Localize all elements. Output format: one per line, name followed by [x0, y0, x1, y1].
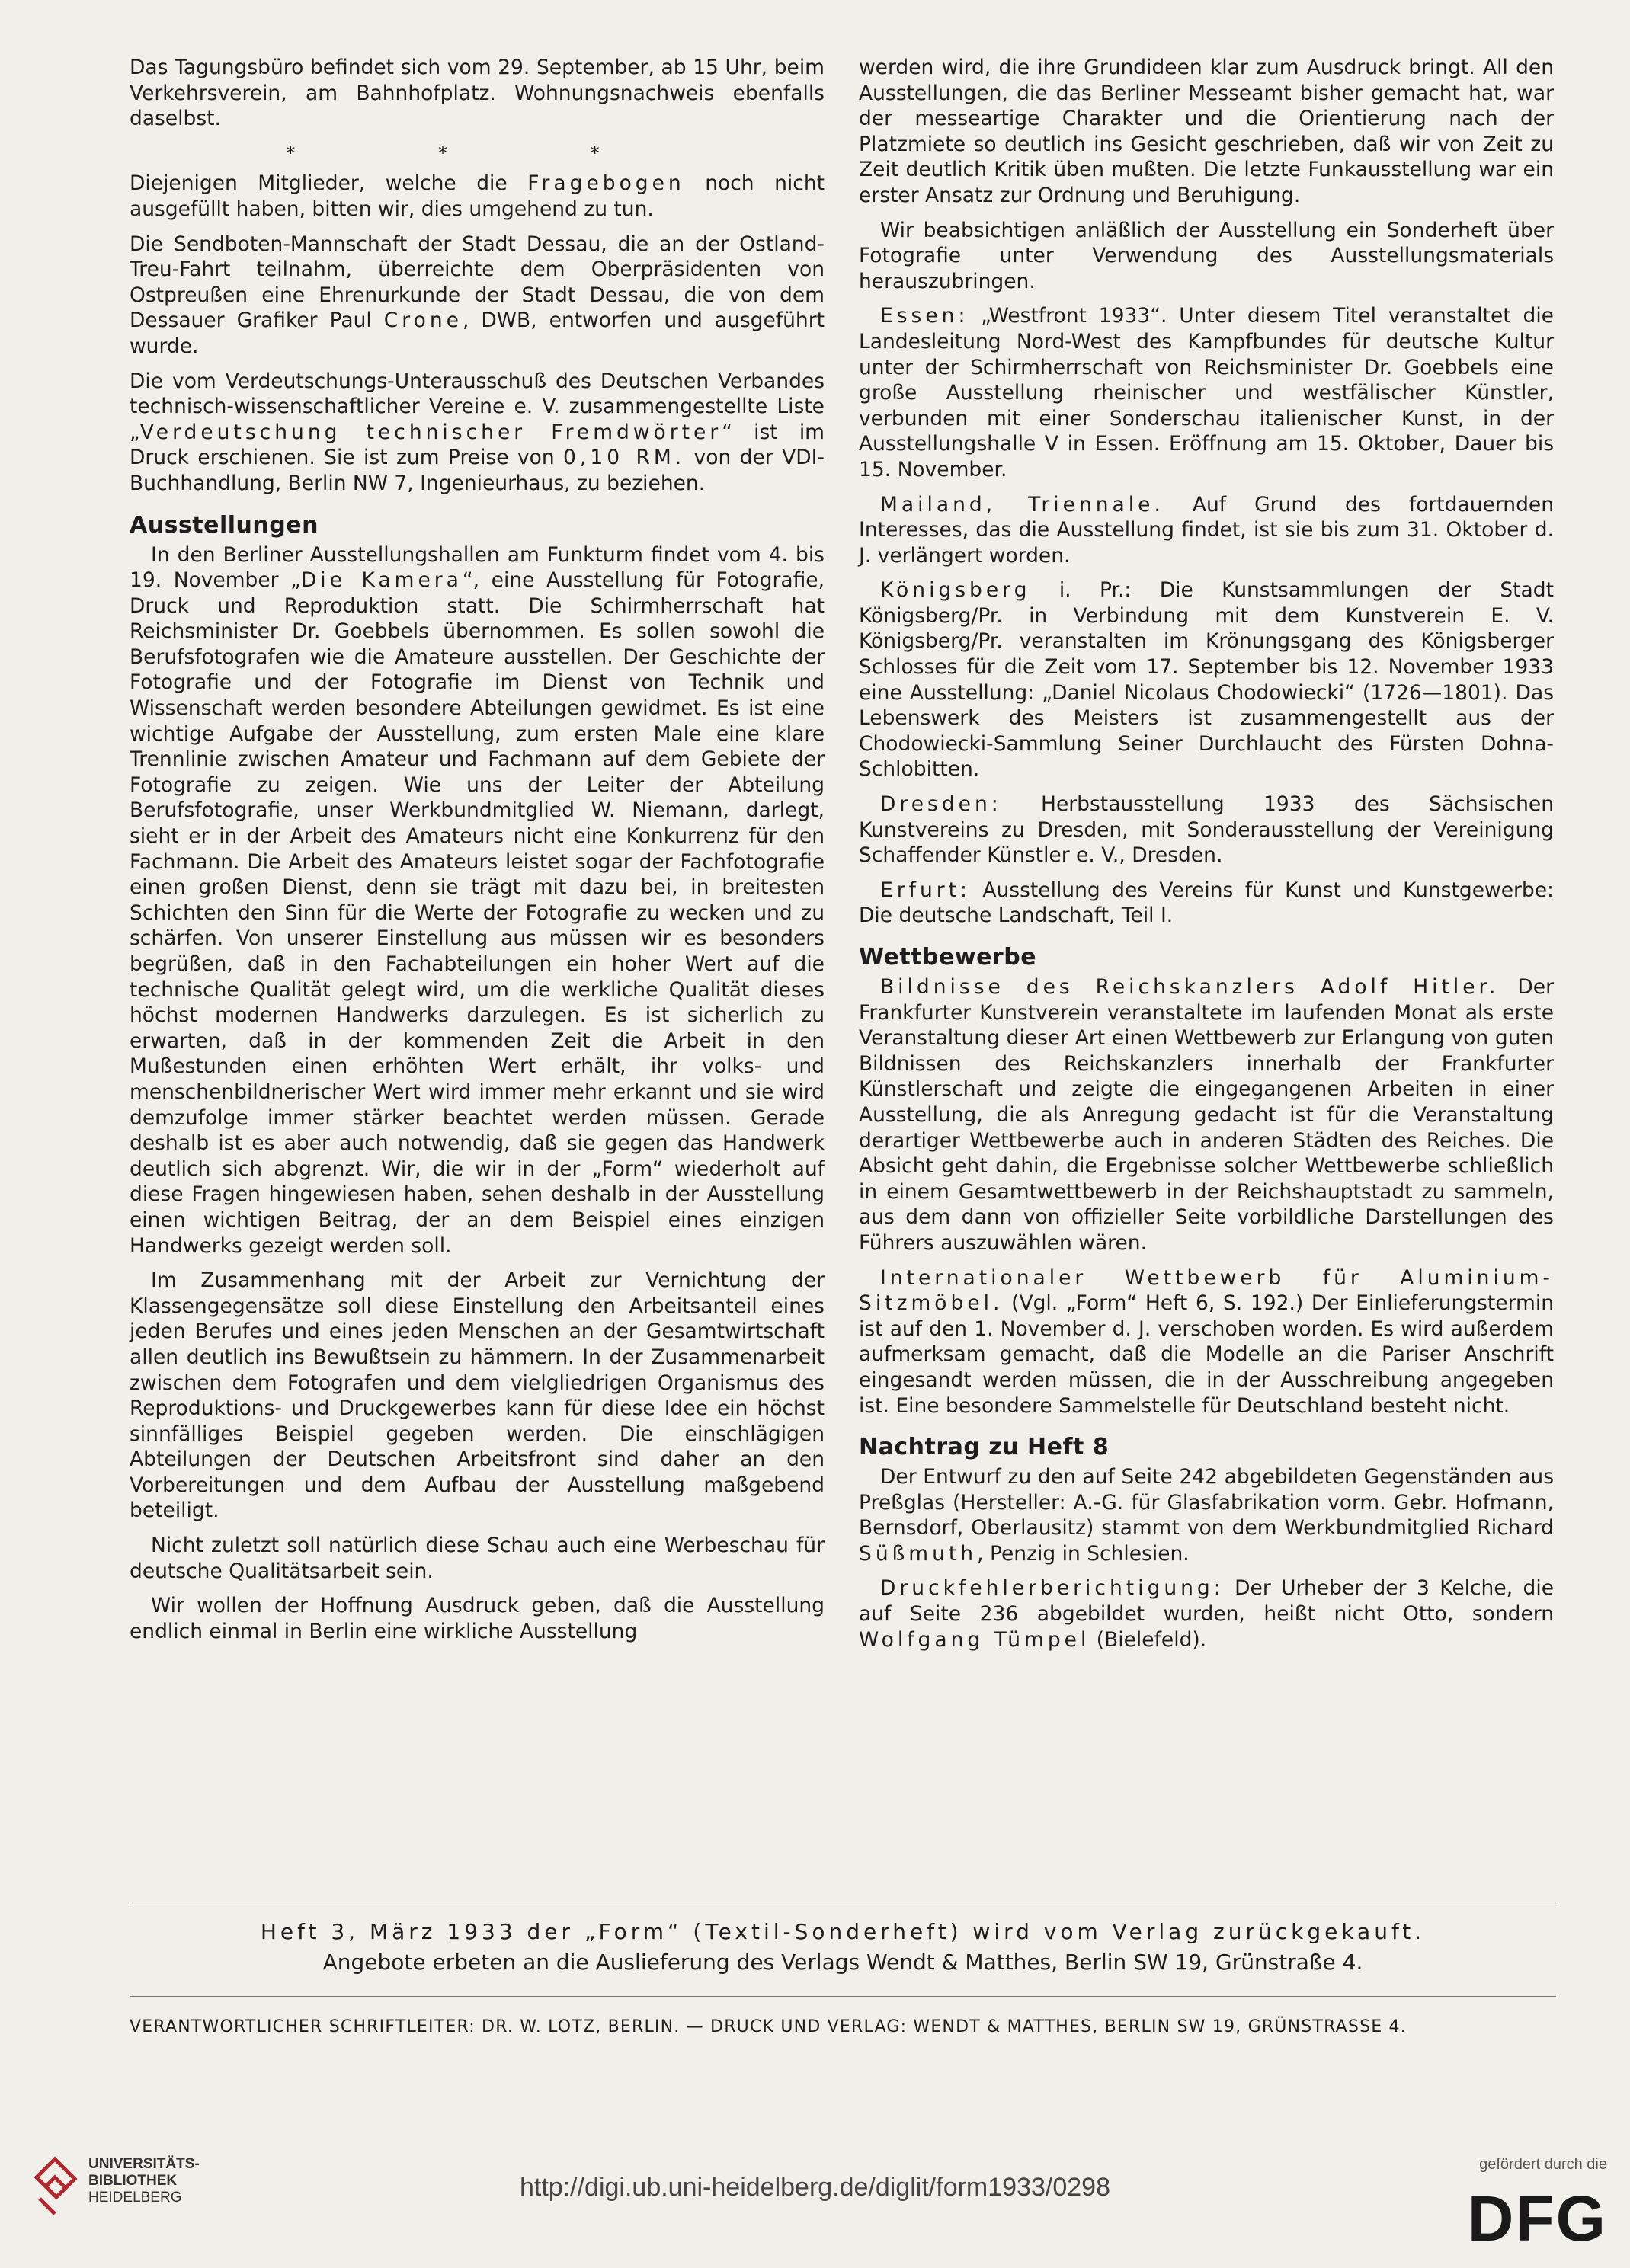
paragraph-druckfehler: Druckfehlerberichtigung: Der Urheber der 3 Kelche, die auf Seite 236 abgebildet wurden, heißt nicht Otto, sondern Wolfgang Tümpel (Bielefeld). — [859, 1576, 1554, 1652]
spaced-title: Druckfehlerberichtigung: — [880, 1576, 1225, 1601]
spaced-title: Bildnisse des Reichskanzlers Adolf Hitler. — [880, 975, 1500, 999]
spaced-word: Fragebogen — [527, 171, 685, 196]
section-stars: * * * — [286, 142, 668, 164]
paragraph-sendboten: Die Sendboten-Mannschaft der Stadt Dessau, die an der Ostland-Treu-Fahrt teilnahm, überreichte dem Oberpräsidenten von Ostpreußen eine Ehrenurkunde der Stadt Dessau, die von dem Dessauer Grafiker Paul Crone, DWB, entworfen und ausgeführt wurde. — [130, 232, 825, 358]
library-line-1: UNIVERSITÄTS- — [88, 2156, 200, 2172]
spaced-price: 0,10 RM. — [563, 446, 686, 470]
permalink-url[interactable]: http://digi.ub.uni-heidelberg.de/diglit/form1933/0298 — [520, 2173, 1110, 2202]
paragraph-pressglas: Der Entwurf zu den auf Seite 242 abgebildeten Gegenständen aus Preßglas (Hersteller: A.-G. für Glasfabrikation vorm. Gebr. Hofmann, Bernsdorf, Oberlausitz) stammt von dem Werkbundmitglied Richard Süßmuth, Penzig in Schlesien. — [859, 1465, 1554, 1566]
paragraph-aluminium: Internationaler Wettbewerb für Aluminium-Sitzmöbel. (Vgl. „Form“ Heft 6, S. 192.) Der Einlieferungstermin ist auf den 1. November d. J. verschoben worden. Es wird außerdem aufmerksam gemacht, daß die Modelle an die Pariser Anschrift eingesandt werden müssen, die in der Ausschreibung angegeben ist. Eine besondere Sammelstelle für Deutschland besteht nicht. — [859, 1265, 1554, 1418]
spaced-place: Königsberg — [880, 578, 1031, 603]
paragraph-bildnisse: Bildnisse des Reichskanzlers Adolf Hitler. Der Frankfurter Kunstverein veranstaltete im laufenden Monat als erste Veranstaltung dieser Art einen Wettbewerb zur Erlangung von guten Bildnissen des Reichskanzlers innerhalb der Frankfurter Künstlerschaft und zeigte die eingegangenen Arbeiten in einer Ausstellung, die als Anregung gedacht ist für die Veranstaltung derartiger Wettbewerbe auch in anderen Städten des Reiches. Die Absicht geht dahin, die Ergebnisse solcher Wettbewerbe schließlich in einem Gesamtwettbewerb in der Reichshauptstadt zu sammeln, aus dem dann von offizieller Seite vorbildliche Darstellungen des Führers auszuwählen wären. — [859, 975, 1554, 1255]
paragraph-hoffnung: Wir wollen der Hoffnung Ausdruck geben, daß die Ausstellung endlich einmal in Berlin eine wirkliche Ausstellung — [130, 1594, 825, 1643]
repurchase-notice — [130, 1917, 1556, 1978]
heading-nachtrag: Nachtrag zu Heft 8 — [859, 1434, 1110, 1461]
spaced-title: Verdeutschung technischer Fremdwörter — [139, 420, 722, 444]
library-line-2: BIBLIOTHEK — [88, 2173, 178, 2189]
paragraph-kamera: In den Berliner Ausstellungshallen am Funkturm findet vom 4. bis 19. November „Die Kamera“, eine Ausstellung für Fotografie, Druck und Reproduktion statt. Die Schirmherrschaft hat Reichsminister Dr. Goebbels übernommen. Es sollen sowohl die Berufsfotografen wie die Amateure ausstellen. Der Geschichte der Fotografie und der Fotografie im Dienst von Technik und Wissenschaft werden besondere Abteilungen gewidmet. Es ist eine wichtige Aufgabe der Ausstellung, zum ersten Male eine klare Trennlinie zwischen Amateur und Fachmann auf dem Gebiete der Fotografie zu zeigen. Wie uns der Leiter der Abteilung Berufsfotografie, unser Werkbundmitglied W. Niemann, darlegt, sieht er in der Arbeit des Amateurs nicht eine Konkurrenz für den Fachmann. Die Arbeit des Amateurs leistet sogar der Fachfotografie einen großen Dienst, denn sie trägt mit dazu bei, in breitesten Schichten den Sinn für die Werte der Fotografie zu wecken und zu schärfen. Von unserer Einstellung aus müssen wir es besonders begrüßen, daß in den Fachabteilungen ein hoher Wert auf die technische Qualität gelegt wird, um die werkliche Qualität dieses höchst modernen Handwerks darzulegen. Es ist sicherlich zu erwarten, daß in der kommenden Zeit die Arbeit in den Mußestunden einen erhöhten Wert erhält, ihr volks- und menschenbildnerischer Wert wird immer mehr erkannt und sie wird demzufolge immer stärker beachtet werden müssen. Gerade deshalb ist es aber auch notwendig, daß sie gegen das Handwerk deutlich sich abgrenzt. Wir, die wir in der „Form“ wiederholt auf diese Fragen hingewiesen haben, sehen deshalb in der Ausstellung einen wichtigen Beitrag, der an dem Beispiel eines einzigen Handwerks gezeigt werden soll. — [130, 542, 825, 1258]
spaced-title: Die Kamera — [300, 568, 463, 593]
paragraph-grundideen: werden wird, die ihre Grundideen klar zum Ausdruck bringt. All den Ausstellungen, die das Berliner Messeamt bisher gemacht hat, war der messeartige Charakter und die Orientierung nach der Platzmiete so deutlich ins Gesicht geschrieben, daß wir von Zeit zu Zeit deutlich Kritik üben mußten. Die letzte Funkausstellung war ein erster Ansatz zur Ordnung und Beruhigung. — [859, 56, 1554, 207]
spaced-place: Erfurt: — [880, 878, 971, 902]
spaced-name: Süßmuth — [859, 1541, 978, 1566]
dfg-logo: DFG — [1467, 2183, 1607, 2254]
paragraph-essen: Essen: „Westfront 1933“. Unter diesem Titel veranstaltet die Landesleitung Nord-West des Kampfbundes für deutsche Kultur unter der Schirmherrschaft von Reichsminister Dr. Goebbels eine große Ausstellung rheinischer und westfälischer Künstler, verbunden mit einer Sonderschau italienischer Kunst, in der Ausstellungshalle V in Essen. Eröffnung am 15. Oktober, Dauer bis 15. November. — [859, 304, 1554, 481]
paragraph-dresden: Dresden: Herbstausstellung 1933 des Sächsischen Kunstvereins zu Dresden, mit Sonderausstellung der Vereinigung Schaffender Künstler e. V., Dresden. — [859, 792, 1554, 868]
paragraph-sonderheft: Wir beabsichtigen anläßlich der Ausstellung ein Sonderheft über Fotografie unter Verwendung des Ausstellungsmaterials herauszubringen. — [859, 218, 1554, 293]
spaced-place: Dresden: — [880, 792, 1002, 817]
spaced-place: Essen: — [880, 304, 969, 328]
paragraph-erfurt: Erfurt: Ausstellung des Vereins für Kunst und Kunstgewerbe: Die deutsche Landschaft, Teil I. — [859, 878, 1554, 928]
spaced-place: Mailand, Triennale. — [880, 492, 1164, 517]
heading-wettbewerbe: Wettbewerbe — [859, 944, 1037, 971]
right-column — [859, 55, 1554, 1662]
spaced-name: Wolfgang Tümpel — [859, 1627, 1090, 1652]
paragraph-fragebogen: Diejenigen Mitglieder, welche die Fragebogen noch nicht ausgefüllt haben, bitten wir, dies umgehend zu tun. — [130, 171, 825, 221]
paragraph-verdeutschung: Die vom Verdeutschungs-Unterausschuß des Deutschen Verbandes technisch-wissenschaftlicher Vereine e. V. zusammengestellte Liste „Verdeutschung technischer Fremdwörter“ ist im Druck erschienen. Sie ist zum Preise von 0,10 RM. von der VDI-Buchhandlung, Berlin NW 7, Ingenieurhaus, zu beziehen. — [130, 369, 825, 495]
notice-line-1: Heft 3, März 1933 der „Form“ (Textil-Sonderheft) wird vom Verlag zurückgekauft. — [260, 1919, 1426, 1944]
paragraph-mailand: Mailand, Triennale. Auf Grund des fortdauernden Interesses, das die Ausstellung findet, ist sie bis zum 31. Oktober d. J. verlängert worden. — [859, 492, 1554, 568]
paragraph-tagungsbuero: Das Tagungsbüro befindet sich vom 29. September, ab 15 Uhr, beim Verkehrsverein, am Bahnhofplatz. Wohnungsnachweis ebenfalls daselbst. — [130, 56, 825, 131]
notice-line-2: Angebote erbeten an die Auslieferung des Verlags Wendt & Matthes, Berlin SW 19, Grünstraße 4. — [322, 1950, 1363, 1975]
paragraph-zusammenhang: Im Zusammenhang mit der Arbeit zur Vernichtung der Klassengegensätze soll diese Einstellung den Arbeitsanteil eines jeden Berufes und eines jeden Menschen an der Gesamtwirtschaft allen deutlich ins Bewußtsein zu hämmern. In der Zusammenarbeit zwischen dem Fotografen und dem vielgliedrigen Organismus des Reproduktions- und Druckgewerbes kann für diese Idee ein höchst sinnfälliges Beispiel gegeben werden. Die einschlägigen Abteilungen der Deutschen Arbeitsfront sind daher an den Vorbereitungen und dem Aufbau der Ausstellung maßgebend beteiligt. — [130, 1268, 825, 1523]
left-column — [130, 55, 825, 1653]
paragraph-koenigsberg: Königsberg i. Pr.: Die Kunstsammlungen der Stadt Königsberg/Pr. in Verbindung mit dem Kunstverein E. V. Königsberg/Pr. veranstalten im Krönungsgang des Königsberger Schlosses für die Zeit vom 17. September bis 12. November 1933 eine Ausstellung: „Daniel Nicolaus Chodowiecki“ (1726—1801). Das Lebenswerk des Meisters ist zusammengestellt aus der Chodowiecki-Sammlung Seiner Durchlaucht des Fürsten Dohna-Schlobitten. — [859, 578, 1554, 782]
imprint: VERANTWORTLICHER SCHRIFTLEITER: DR. W. LOTZ, BERLIN. — DRUCK UND VERLAG: WENDT & MATTHES, BERLIN SW 19, GRÜNSTRASSE 4. — [130, 2017, 1407, 2036]
digitization-footer — [0, 2148, 1630, 2268]
library-line-3: HEIDELBERG — [88, 2190, 182, 2206]
paragraph-werbeschau: Nicht zuletzt soll natürlich diese Schau auch eine Werbeschau für deutsche Qualitätsarbeit sein. — [130, 1534, 825, 1583]
divider-bottom — [130, 1996, 1556, 1997]
spaced-name: Crone — [383, 309, 463, 333]
heading-ausstellungen: Ausstellungen — [130, 511, 319, 539]
spaced-title: Internationaler Wettbewerb für Aluminium-Sitzmöbel. — [859, 1265, 1554, 1316]
funded-by-label: gefördert durch die — [1479, 2156, 1607, 2173]
